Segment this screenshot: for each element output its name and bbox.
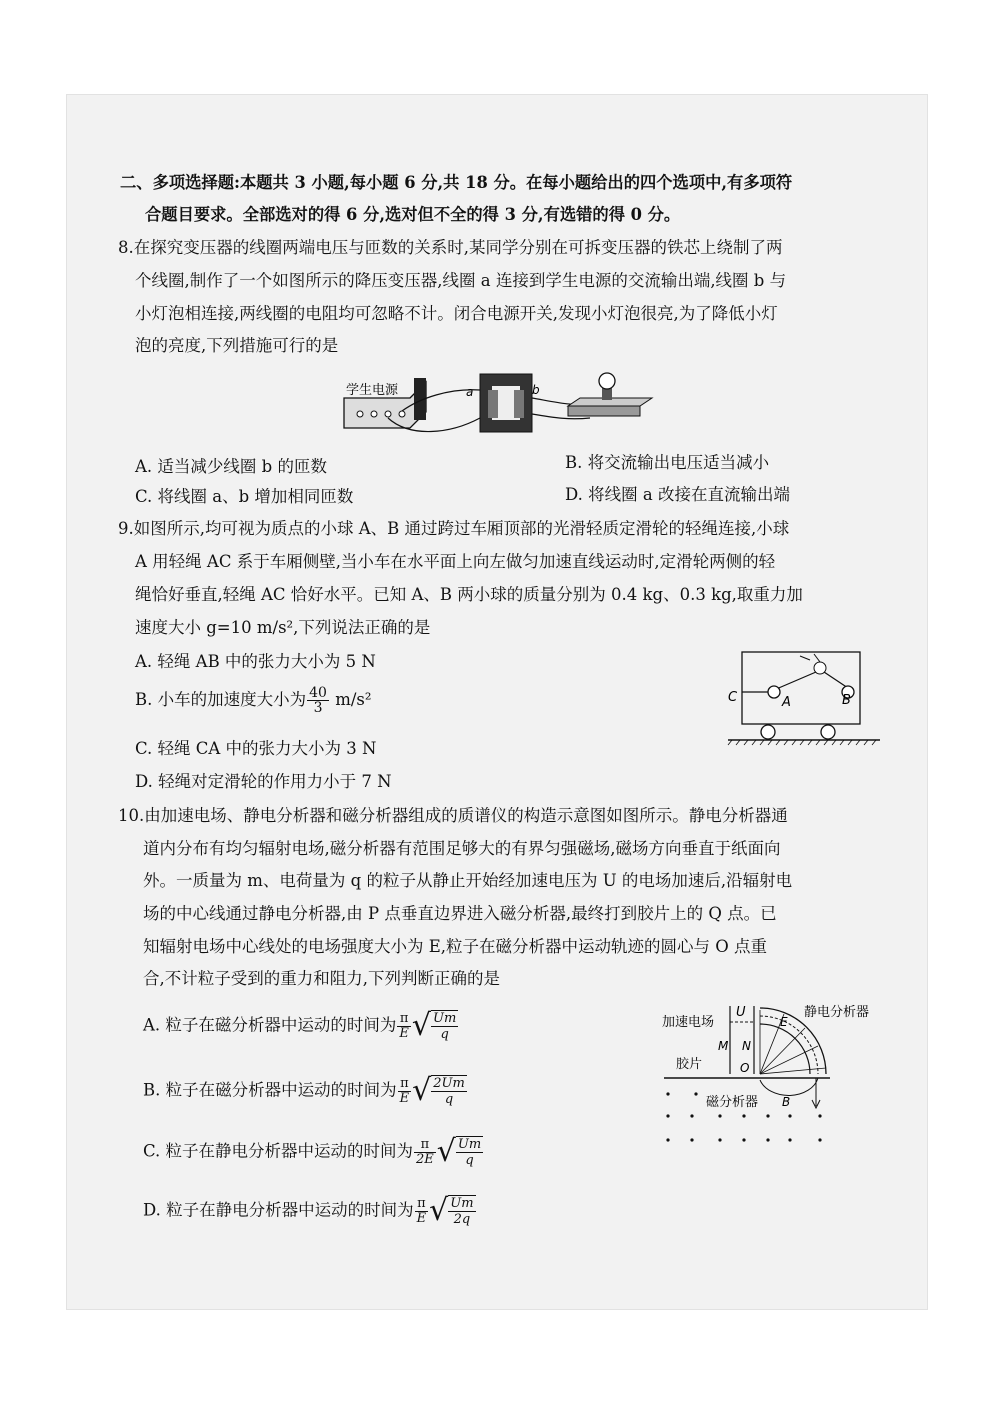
q9-option-b: B. 小车的加速度大小为 $\frac{40}{3}$ m/s²: [135, 685, 372, 716]
q10-line2: 道内分布有均匀辐射电场,磁分析器有范围足够大的有界匀强磁场,磁场方向垂直于纸面向: [143, 839, 781, 858]
section-header-line2: 合题目要求。全部选对的得 6 分,选对但不全的得 3 分,有选错的得 0 分。: [145, 205, 681, 224]
msa-label: 磁分析器: [706, 1095, 759, 1110]
coil-a-label: a: [466, 385, 474, 399]
accel-field-label: 加速电场: [662, 1015, 715, 1030]
q8-option-b: B. 将交流输出电压适当减小: [565, 453, 770, 472]
q8-line2: 个线圈,制作了一个如图所示的降压变压器,线圈 a 连接到学生电源的交流输出端,线圈 b 与: [135, 271, 787, 290]
q8-option-a: A. 适当减少线圈 b 的匝数: [135, 457, 327, 476]
q8-line1: 8.在探究变压器的线圈两端电压与匝数的关系时,某同学分别在可拆变压器的铁芯上绕制了两: [118, 238, 783, 257]
film-label: 胶片: [676, 1057, 703, 1072]
plate-m-label: M: [718, 1039, 729, 1053]
esa-label: 静电分析器: [804, 1005, 870, 1020]
label-b: B: [842, 693, 851, 708]
q8-option-d: D. 将线圈 a 改接在直流输出端: [565, 485, 790, 504]
q9-option-a: A. 轻绳 AB 中的张力大小为 5 N: [135, 652, 376, 671]
q9-line3: 绳恰好垂直,轻绳 AC 恰好水平。已知 A、B 两小球的质量分别为 0.4 kg、0.3 kg,取重力加: [135, 585, 803, 604]
q10-line5: 知辐射电场中心线处的电场强度大小为 E,粒子在磁分析器中运动轨迹的圆心与 O 点重: [143, 937, 768, 956]
cart-figure: [724, 646, 884, 746]
section-header-line1: 二、多项选择题:本题共 3 小题,每小题 6 分,共 18 分。在每小题给出的四个选项中,有多项符: [120, 173, 793, 192]
voltage-u-label: U: [736, 1005, 746, 1020]
label-c: C: [728, 690, 738, 705]
q10-line3: 外。一质量为 m、电荷量为 q 的粒子从静止开始经加速电压为 U 的电场加速后,沿辐射电: [143, 871, 793, 890]
q9-option-c: C. 轻绳 CA 中的张力大小为 3 N: [135, 739, 377, 758]
plate-n-label: N: [742, 1039, 751, 1053]
q9-option-d: D. 轻绳对定滑轮的作用力小于 7 N: [135, 772, 392, 791]
q9-line1: 9.如图所示,均可视为质点的小球 A、B 通过跨过车厢顶部的光滑轻质定滑轮的轻绳连接,小球: [118, 519, 790, 538]
q8-option-c: C. 将线圈 a、b 增加相同匝数: [135, 487, 354, 506]
field-b-label: B: [782, 1095, 791, 1109]
coil-b-label: b: [532, 383, 540, 397]
transformer-figure: [340, 368, 660, 440]
q10-line4: 场的中心线通过静电分析器,由 P 点垂直边界进入磁分析器,最终打到胶片上的 Q 点。已: [143, 904, 777, 923]
point-o-label: O: [740, 1061, 750, 1075]
label-a: A: [782, 695, 791, 710]
mass-spectrometer-figure: [660, 998, 890, 1148]
q10-option-d: D. 粒子在静电分析器中运动的时间为 $\frac{\pi}{E}$ √ $\frac{Um}{2q}$: [143, 1193, 474, 1228]
q10-line6: 合,不计粒子受到的重力和阻力,下列判断正确的是: [143, 969, 500, 988]
q9-line2: A 用轻绳 AC 系于车厢侧壁,当小车在水平面上向左做匀加速直线运动时,定滑轮两侧的轻: [135, 552, 776, 571]
q9-line4: 速度大小 g=10 m/s²,下列说法正确的是: [135, 618, 431, 637]
q8-line3: 小灯泡相连接,两线圈的电阻均可忽略不计。闭合电源开关,发现小灯泡很亮,为了降低小灯: [135, 304, 778, 323]
power-supply-label: 学生电源: [346, 383, 399, 398]
field-e-label: E: [780, 1015, 788, 1029]
q10-option-b: B. 粒子在磁分析器中运动的时间为 $\frac{\pi}{E}$ √ $\frac{2Um}{q}$: [143, 1073, 465, 1108]
q10-option-c: C. 粒子在静电分析器中运动的时间为 $\frac{\pi}{2E}$ √ $\frac{Um}{q}$: [143, 1134, 482, 1169]
q10-line1: 10.由加速电场、静电分析器和磁分析器组成的质谱仪的构造示意图如图所示。静电分析器通: [118, 806, 788, 825]
q8-line4: 泡的亮度,下列措施可行的是: [135, 336, 339, 355]
q10-option-a: A. 粒子在磁分析器中运动的时间为 $\frac{\pi}{E}$ √ $\frac{Um}{q}$: [143, 1008, 457, 1043]
